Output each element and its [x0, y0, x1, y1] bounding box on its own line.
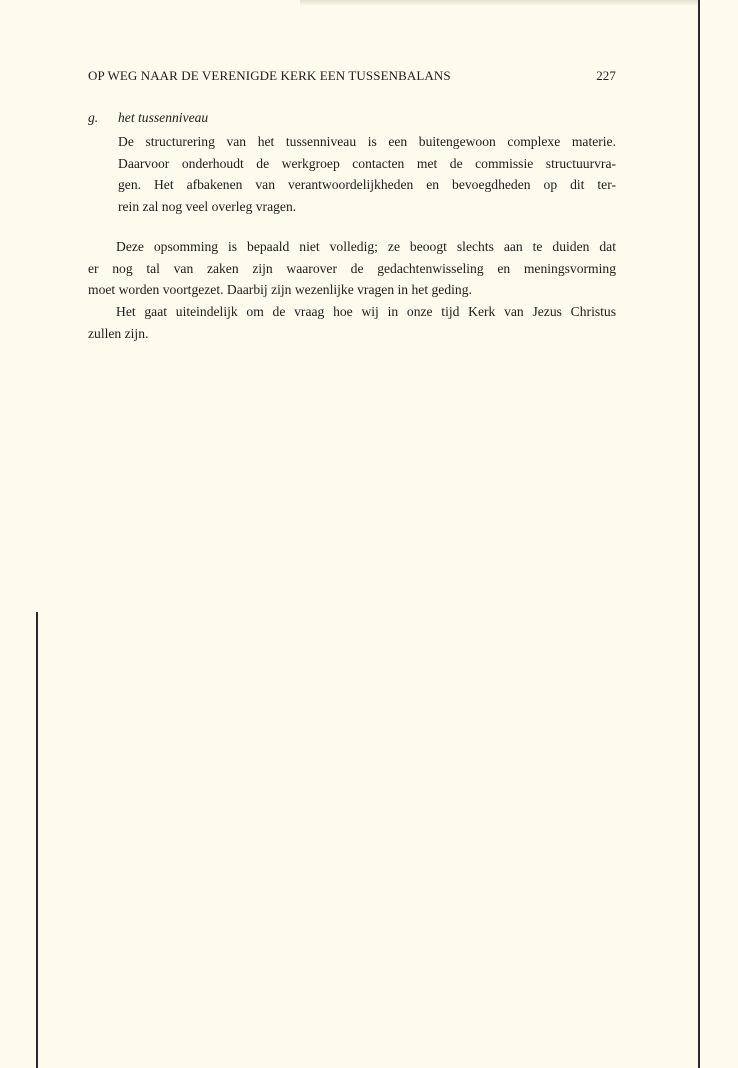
- section-body: [118, 131, 616, 217]
- paragraph-conclusion: [88, 301, 616, 344]
- section-title: het tussenniveau: [118, 110, 209, 125]
- running-head-title: OP WEG NAAR DE VERENIGDE KERK EEN TUSSENBALANS: [88, 68, 451, 83]
- text-line: rein zal nog veel overleg vragen.: [118, 198, 297, 214]
- text-line: Deze opsomming is bepaald niet volledig; ze beoogt slechts aan te duiden dat: [116, 239, 616, 254]
- paragraph-summary: [88, 236, 616, 301]
- text-line: zullen zijn.: [88, 325, 149, 341]
- text-line: moet worden voortgezet. Daarbij zijn wezenlijke vragen in het geding.: [88, 282, 472, 297]
- text-line: gen. Het afbakenen van verantwoordelijkheden en bevoegdheden op dit ter-: [118, 177, 616, 192]
- text-line: De structurering van het tussenniveau is een buitengewoon complexe materie.: [118, 134, 616, 149]
- page-edge-right: [698, 0, 700, 1068]
- page-edge-left: [36, 612, 38, 1068]
- section-letter: g.: [88, 110, 99, 125]
- scan-shadow: [300, 0, 698, 6]
- page-number: 227: [596, 68, 616, 83]
- running-head: [88, 68, 618, 88]
- text-line: er nog tal van zaken zijn waarover de gedachtenwisseling en meningsvorming: [88, 260, 616, 276]
- text-line: Het gaat uiteindelijk om de vraag hoe wij in onze tijd Kerk van Jezus Christus: [116, 304, 616, 319]
- section-heading: [88, 107, 208, 129]
- text-line: Daarvoor onderhoudt de werkgroep contacten met de commissie structuurvra-: [118, 155, 616, 171]
